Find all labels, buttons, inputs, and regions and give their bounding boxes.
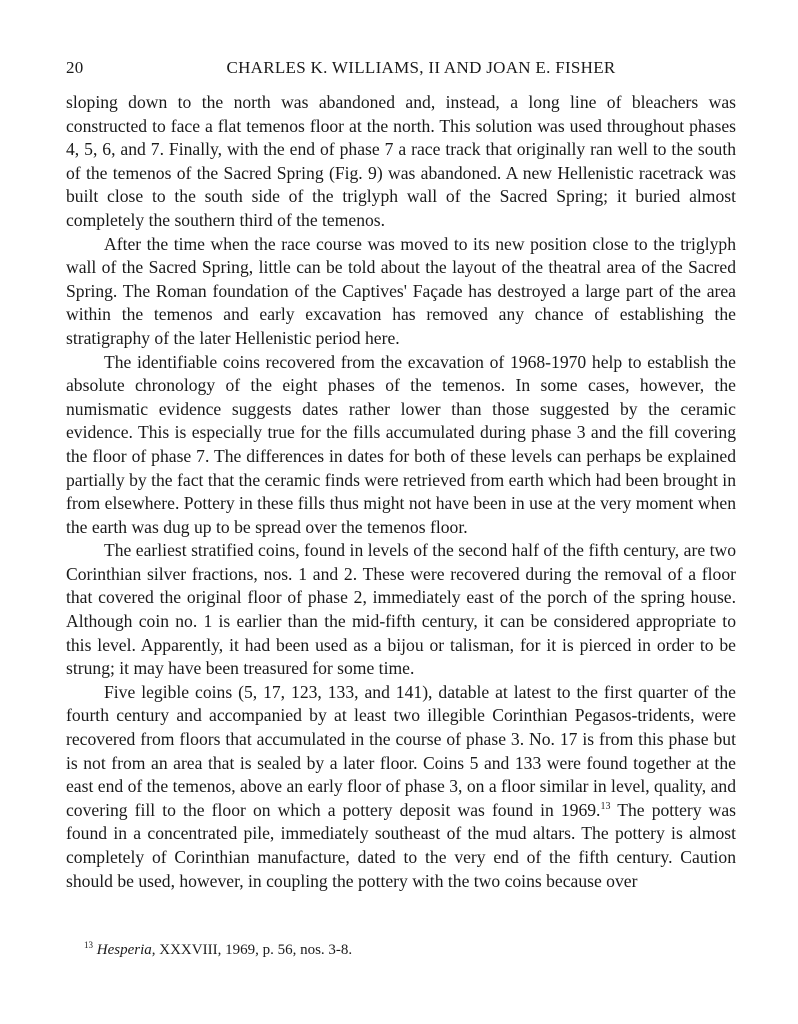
paragraph-5-part-1: Five legible coins (5, 17, 123, 133, and 141), datable at latest to the first quarter of the fourth century and accompanied by at least two illegible Corinthian Pegasos-tridents, were recovered from floors that accumulated in the course of phase 3. No. 17 is from this phase but is not from an area that is sealed by a later floor. Coins 5 and 133 were found together at the east end of the temenos, above an early floor of phase 3, on a floor similar in level, quality, and covering fill to the floor on which a pottery deposit was found in 1969. bbox=[66, 681, 736, 820]
paragraph-1: sloping down to the north was abandoned and, instead, a long line of bleachers was constructed to face a flat temenos floor at the north. This solution was used throughout phases 4, 5, 6, and 7. Finally, with the end of phase 7 a race track that originally ran well to the south of the temenos of the Sacred Spring (Fig. 9) was abandoned. A new Hellenistic racetrack was built close to the south side of the triglyph wall of the Sacred Spring; it buried almost completely the southern third of the temenos. bbox=[66, 92, 736, 230]
body-text bbox=[66, 91, 736, 893]
page-number: 20 bbox=[66, 58, 84, 77]
paragraph-4: The earliest stratified coins, found in levels of the second half of the fifth century, are two Corinthian silver fractions, nos. 1 and 2. These were recovered during the removal of a floor that covered the original floor of phase 2, immediately east of the porch of the spring house. Although coin no. 1 is earlier than the mid-fifth century, it can be considered appropriate to this level. Apparently, it had been used as a bijou or talisman, for it is pierced in order to be strung; it may have been treasured for some time. bbox=[66, 540, 736, 679]
footnote-journal-title: Hesperia bbox=[96, 942, 152, 958]
footnote bbox=[84, 940, 734, 960]
footnote-reference[interactable]: 13 bbox=[600, 800, 611, 812]
paragraph-3: The identifiable coins recovered from the excavation of 1968-1970 help to establish the absolute chronology of the eight phases of the temenos. In some cases, however, the numismatic evidence suggests dates rather lower than those suggested by the ceramic evidence. This is especially true for the fills accumulated during phase 3 and the fill covering the floor of phase 7. The differences in dates for both of these levels can perhaps be explained partially by the fact that the ceramic finds were retrieved from earth which had been brought in from elsewhere. Pottery in these fills thus might not have been in use at the very moment when the earth was dug up to be spread over the temenos floor. bbox=[66, 351, 736, 537]
paragraph-5 bbox=[66, 681, 736, 893]
page-header bbox=[66, 58, 736, 82]
paragraph-2: After the time when the race course was moved to its new position close to the triglyph wall of the Sacred Spring, little can be told about the layout of the theatral area of the Sacred Spring. The Roman foundation of the Captives' Façade has destroyed a large part of the area within the temenos and early excavation has removed any chance of establishing the stratigraphy of the later Hellenistic period here. bbox=[66, 233, 736, 348]
running-head: CHARLES K. WILLIAMS, II AND JOAN E. FISHER bbox=[226, 58, 616, 77]
paragraph-5-part-2: The pottery was found in a concentrated pile, immediately southeast of the mud altars. The pottery is almost completely of Corinthian manufacture, dated to the very end of the fifth century. Caution should be used, however, in coupling the pottery with the two coins because over bbox=[66, 799, 736, 891]
footnote-citation: , XXXVIII, 1969, p. 56, nos. 3-8. bbox=[151, 942, 353, 958]
footnote-number: 13 bbox=[84, 940, 93, 950]
